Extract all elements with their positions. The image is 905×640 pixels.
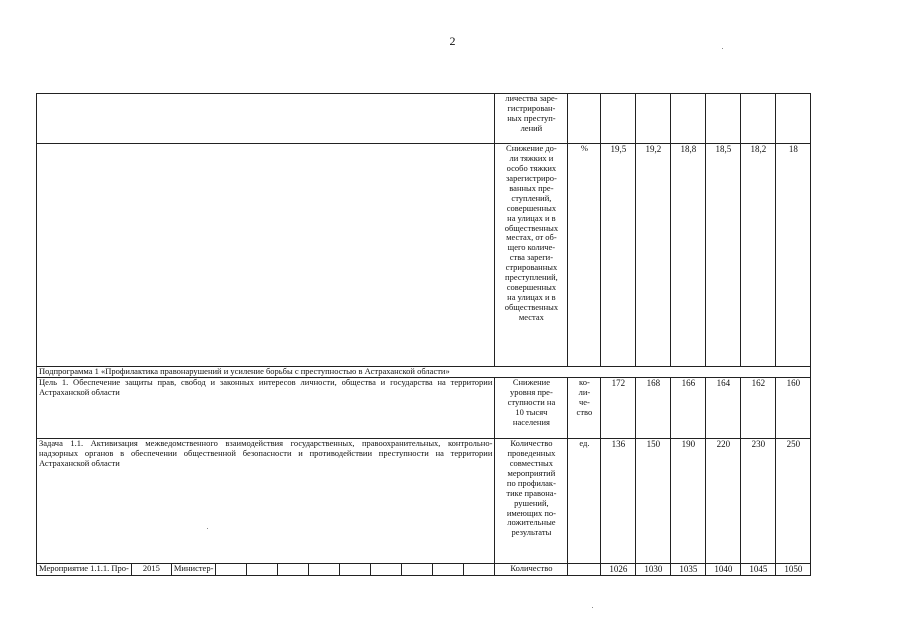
page-number: 2 xyxy=(449,34,456,48)
indicator-text: Снижение уровня пре- ступности на 10 тысяч населения xyxy=(507,377,556,427)
table-row-subprogram xyxy=(37,367,811,378)
funding-cell xyxy=(464,563,495,575)
value-cell: 172 xyxy=(601,377,636,438)
indicator-cell xyxy=(495,438,568,563)
value-cell: 1030 xyxy=(636,563,671,575)
value-cell: 19,2 xyxy=(636,144,671,367)
value-cell xyxy=(636,94,671,144)
table-row-continued-indicator xyxy=(37,94,811,144)
value-cell: 136 xyxy=(601,438,636,563)
value-cell: 1026 xyxy=(601,563,636,575)
indicator-cell: Количество xyxy=(495,563,568,575)
value-cell: 164 xyxy=(706,377,741,438)
funding-cell xyxy=(278,563,309,575)
table-row-goal xyxy=(37,377,811,438)
empty-description-cell xyxy=(37,94,495,144)
funding-cell xyxy=(402,563,433,575)
value-cell xyxy=(776,94,811,144)
value-cell: 18 xyxy=(776,144,811,367)
indicator-text: личества заре- гистрирован- ных преступ- лений xyxy=(505,93,558,133)
value-cell xyxy=(671,94,706,144)
indicator-text: Количество проведенных совместных мероприятий по профилак- тике правона- рушений, имеющих по- ложительные результаты xyxy=(506,438,557,538)
scan-speck xyxy=(592,607,593,608)
indicator-cell xyxy=(495,144,568,367)
funding-cell xyxy=(309,563,340,575)
value-cell: 190 xyxy=(671,438,706,563)
value-cell: 1045 xyxy=(741,563,776,575)
empty-description-cell xyxy=(37,144,495,367)
indicator-cell xyxy=(495,94,568,144)
unit-cell xyxy=(568,563,601,575)
value-cell: 18,2 xyxy=(741,144,776,367)
value-cell: 19,5 xyxy=(601,144,636,367)
measure-name: Мероприятие 1.1.1. Про- xyxy=(37,563,132,575)
value-cell: 1035 xyxy=(671,563,706,575)
funding-cell xyxy=(433,563,464,575)
unit-cell: % xyxy=(568,144,601,367)
program-indicators-table xyxy=(36,93,811,576)
indicator-cell xyxy=(495,377,568,438)
value-cell: 162 xyxy=(741,377,776,438)
subprogram-title: Подпрограмма 1 «Профилактика правонарушений и усиление борьбы с преступностью в Астраханской области» xyxy=(37,367,811,378)
value-cell: 18,8 xyxy=(671,144,706,367)
scan-speck xyxy=(207,528,208,529)
value-cell: 1040 xyxy=(706,563,741,575)
table-row-serious-crimes xyxy=(37,144,811,367)
funding-cell xyxy=(340,563,371,575)
value-cell: 168 xyxy=(636,377,671,438)
value-cell xyxy=(741,94,776,144)
value-cell xyxy=(601,94,636,144)
measure-executor: Министер- xyxy=(171,563,216,575)
unit-cell xyxy=(568,94,601,144)
table-row-task xyxy=(37,438,811,563)
value-cell: 230 xyxy=(741,438,776,563)
goal-text: Цель 1. Обеспечение защиты прав, свобод и законных интересов личности, общества и государства на территории Астраханской области xyxy=(37,377,495,438)
unit-cell xyxy=(568,377,601,438)
table-row-measure xyxy=(37,563,811,575)
funding-cell xyxy=(371,563,402,575)
indicator-text: Снижение до- ли тяжких и особо тяжких зарегистриро- ванных пре- ступлений, совершенных на улицах и в общественных местах, от об- щего количе- ства зареги- стрированных преступлений, совершенных на улицах и в общественных местах xyxy=(504,143,559,322)
value-cell: 220 xyxy=(706,438,741,563)
funding-cell xyxy=(216,563,247,575)
measure-year: 2015 xyxy=(131,563,171,575)
value-cell: 166 xyxy=(671,377,706,438)
value-cell xyxy=(706,94,741,144)
unit-cell: ед. xyxy=(568,438,601,563)
value-cell: 1050 xyxy=(776,563,811,575)
value-cell: 160 xyxy=(776,377,811,438)
scan-speck xyxy=(722,48,723,49)
value-cell: 150 xyxy=(636,438,671,563)
task-text: Задача 1.1. Активизация межведомственного взаимодействия государственных, правоохранительных, контрольно-надзорных органов в обеспечении общественной безопасности и противодействии преступности на территории Астраханской области xyxy=(37,438,495,563)
value-cell: 18,5 xyxy=(706,144,741,367)
unit-text: ко- ли- че- ство xyxy=(576,377,593,417)
funding-cell xyxy=(247,563,278,575)
value-cell: 250 xyxy=(776,438,811,563)
